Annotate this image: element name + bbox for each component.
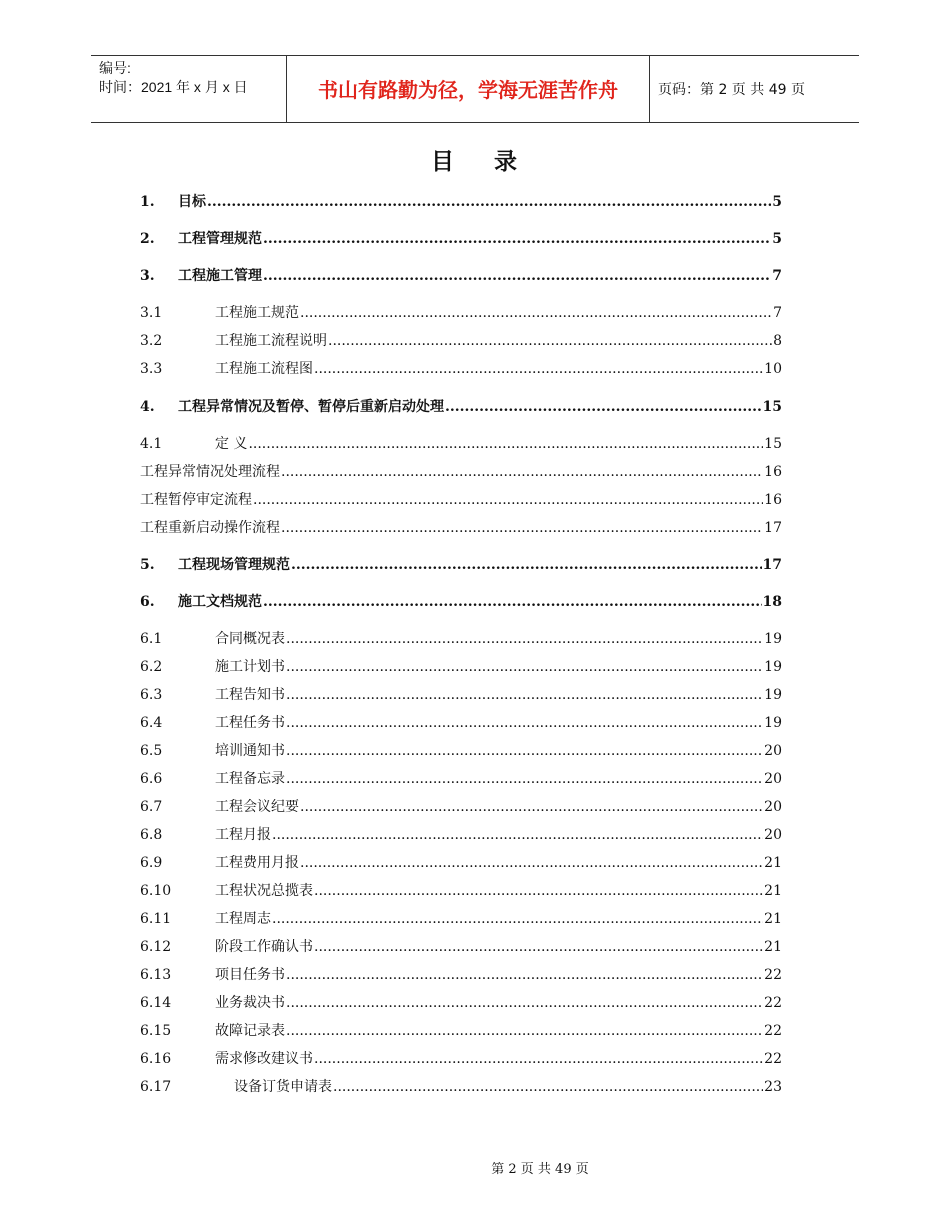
toc-entry-title: 阶段工作确认书 [215, 939, 313, 955]
toc-entry-title: 工程现场管理规范 [178, 557, 290, 573]
toc-entry-title: 需求修改建议书 [215, 1051, 313, 1067]
toc-dot-leader [328, 332, 772, 350]
toc-entry-title: 工程暂停审定流程 [140, 492, 252, 508]
toc-entry-title: 工程费用月报 [215, 855, 299, 871]
toc-entry[interactable] [140, 589, 782, 611]
toc-entry-number: 3. [140, 268, 155, 284]
toc-entry-page: 16 [764, 464, 782, 480]
toc-entry-title: 工程任务书 [215, 715, 285, 731]
toc-entry[interactable] [140, 328, 782, 350]
toc-entry[interactable] [140, 626, 782, 648]
toc-entry[interactable] [140, 356, 782, 378]
toc-entry-number: 6.4 [140, 715, 163, 731]
toc-entry[interactable] [140, 431, 782, 453]
toc-entry[interactable] [140, 990, 782, 1012]
toc-entry-page: 10 [764, 361, 782, 377]
toc-dot-leader [314, 938, 763, 956]
toc-entry-page: 21 [764, 939, 782, 955]
toc-entry[interactable] [140, 189, 782, 211]
toc-dot-leader [300, 798, 763, 816]
page-title [0, 143, 950, 176]
toc-entry-number: 3.2 [140, 333, 163, 349]
toc-entry[interactable] [140, 459, 782, 481]
toc-entry-title: 业务裁决书 [215, 995, 285, 1011]
title-char: 目 [431, 149, 456, 175]
toc-dot-leader [263, 593, 762, 611]
toc-entry-title: 目标 [178, 194, 206, 210]
toc-entry-number: 6.14 [140, 995, 172, 1011]
toc-dot-leader [207, 193, 771, 211]
toc-entry-page: 22 [764, 967, 782, 983]
toc-entry-title: 项目任务书 [215, 967, 285, 983]
toc-entry-title: 工程周志 [215, 911, 271, 927]
toc-dot-leader [272, 910, 763, 928]
toc-entry[interactable] [140, 1046, 782, 1068]
toc-entry-page: 19 [764, 631, 782, 647]
toc-entry-number: 6.11 [140, 911, 172, 927]
toc-entry-title: 合同概况表 [215, 631, 285, 647]
toc-entry-number: 6.10 [140, 883, 172, 899]
toc-dot-leader [286, 630, 763, 648]
toc-entry-title: 工程告知书 [215, 687, 285, 703]
toc-entry-page: 17 [764, 520, 782, 536]
toc-entry-page: 21 [764, 855, 782, 871]
footer-page-number: 第 2 页 共 49 页 [491, 1162, 589, 1177]
toc-entry-page: 20 [764, 771, 782, 787]
toc-entry-number: 6.2 [140, 659, 163, 675]
toc-entry-page: 23 [764, 1079, 782, 1095]
toc-entry-page: 8 [773, 333, 782, 349]
toc-entry-page: 21 [764, 911, 782, 927]
toc-dot-leader [286, 742, 763, 760]
toc-entry-page: 20 [764, 743, 782, 759]
toc-entry[interactable] [140, 794, 782, 816]
toc-dot-leader [314, 882, 763, 900]
toc-entry-page: 15 [762, 399, 782, 415]
toc-entry-page: 22 [764, 995, 782, 1011]
toc-entry[interactable] [140, 263, 782, 285]
toc-entry-title: 工程异常情况处理流程 [140, 464, 280, 480]
toc-entry-number: 6.6 [140, 771, 163, 787]
toc-entry-title: 工程会议纪要 [215, 799, 299, 815]
page-header [91, 55, 859, 123]
toc-dot-leader [286, 1022, 763, 1040]
toc-dot-leader [291, 556, 762, 574]
toc-entry-number: 6.17 [140, 1079, 172, 1095]
toc-entry[interactable] [140, 906, 782, 928]
toc-entry-title: 工程施工规范 [215, 305, 299, 321]
toc-entry-title: 定 义 [215, 436, 248, 452]
toc-entry-title: 培训通知书 [215, 743, 285, 759]
toc-entry[interactable] [140, 654, 782, 676]
toc-entry-page: 5 [772, 194, 782, 210]
toc-entry-number: 6. [140, 594, 155, 610]
toc-entry-title: 工程状况总揽表 [215, 883, 313, 899]
toc-dot-leader [314, 1050, 763, 1068]
toc-entry-title: 施工文档规范 [178, 594, 262, 610]
toc-entry-number: 6.1 [140, 631, 163, 647]
header-divider [649, 56, 650, 122]
toc-entry-number: 1. [140, 194, 155, 210]
toc-entry-title: 工程管理规范 [178, 231, 262, 247]
toc-entry[interactable] [140, 934, 782, 956]
header-motto: 书山有路勤为径，学海无涯苦作舟 [318, 78, 618, 102]
toc-entry-number: 3.3 [140, 361, 163, 377]
toc-entry-title: 工程备忘录 [215, 771, 285, 787]
toc-entry-page: 22 [764, 1023, 782, 1039]
toc-entry-number: 4.1 [140, 436, 163, 452]
page-footer [0, 1158, 950, 1177]
toc-dot-leader [286, 658, 763, 676]
toc-entry-page: 16 [764, 492, 782, 508]
toc-dot-leader [300, 854, 763, 872]
toc-entry-title: 工程施工管理 [178, 268, 262, 284]
header-page-code: 页码：第 2 页 共 49 页 [658, 82, 805, 98]
toc-entry-page: 22 [764, 1051, 782, 1067]
toc-entry[interactable] [140, 1074, 782, 1096]
toc-entry-page: 19 [764, 715, 782, 731]
toc-entry[interactable] [140, 487, 782, 509]
toc-entry-number: 6.5 [140, 743, 163, 759]
toc-entry[interactable] [140, 394, 782, 416]
toc-entry-page: 21 [764, 883, 782, 899]
header-meta [99, 59, 285, 97]
title-char: 录 [494, 149, 519, 175]
toc-entry-title: 工程重新启动操作流程 [140, 520, 280, 536]
toc-entry-number: 6.9 [140, 855, 163, 871]
toc-entry-title: 工程月报 [215, 827, 271, 843]
toc-entry[interactable] [140, 710, 782, 732]
toc-entry[interactable] [140, 552, 782, 574]
toc-entry-page: 15 [764, 436, 782, 452]
toc-dot-leader [272, 826, 763, 844]
toc-entry[interactable] [140, 738, 782, 760]
toc-entry-page: 7 [772, 268, 782, 284]
toc-entry-title: 故障记录表 [215, 1023, 285, 1039]
toc-entry[interactable] [140, 766, 782, 788]
toc-dot-leader [281, 519, 763, 537]
toc-dot-leader [248, 435, 763, 453]
toc-dot-leader [281, 463, 763, 481]
toc-entry[interactable] [140, 226, 782, 248]
toc-dot-leader [445, 398, 762, 416]
toc-entry-number: 6.8 [140, 827, 163, 843]
toc-dot-leader [263, 230, 771, 248]
toc-entry-page: 20 [764, 827, 782, 843]
toc-dot-leader [286, 994, 763, 1012]
serial-label: 编号: [99, 60, 131, 76]
toc-entry-title: 施工计划书 [215, 659, 285, 675]
toc-dot-leader [286, 686, 763, 704]
toc-entry[interactable] [140, 878, 782, 900]
toc-entry[interactable] [140, 822, 782, 844]
toc-entry-page: 20 [764, 799, 782, 815]
toc-dot-leader [314, 360, 763, 378]
toc-dot-leader [300, 304, 772, 322]
toc-entry[interactable] [140, 1018, 782, 1040]
time-label: 时间：2021 年 x 月 x 日 [99, 79, 248, 95]
toc-entry-number: 6.13 [140, 967, 172, 983]
toc-entry-page: 7 [773, 305, 782, 321]
toc-entry-page: 5 [772, 231, 782, 247]
toc-entry-number: 5. [140, 557, 155, 573]
toc-entry-title: 工程施工流程图 [215, 361, 313, 377]
toc-entry-number: 2. [140, 231, 155, 247]
toc-entry[interactable] [140, 515, 782, 537]
toc-entry-number: 6.12 [140, 939, 172, 955]
toc-entry[interactable] [140, 682, 782, 704]
toc-entry-page: 19 [764, 687, 782, 703]
toc-dot-leader [286, 714, 763, 732]
toc-entry-number: 6.7 [140, 799, 163, 815]
toc-entry-title: 设备订货申请表 [234, 1079, 332, 1095]
toc-entry-number: 4. [140, 399, 155, 415]
toc-dot-leader [253, 491, 763, 509]
toc-entry-number: 6.3 [140, 687, 163, 703]
toc-entry-page: 19 [764, 659, 782, 675]
toc-dot-leader [286, 770, 763, 788]
toc-entry[interactable] [140, 850, 782, 872]
toc-entry-title: 工程异常情况及暂停、暂停后重新启动处理 [178, 399, 444, 415]
toc-entry-page: 17 [762, 557, 782, 573]
toc-entry[interactable] [140, 962, 782, 984]
toc-entry-number: 3.1 [140, 305, 163, 321]
toc-dot-leader [333, 1078, 763, 1096]
toc-dot-leader [263, 267, 771, 285]
toc-entry[interactable] [140, 300, 782, 322]
toc-entry-title: 工程施工流程说明 [215, 333, 327, 349]
toc-entry-page: 18 [762, 594, 782, 610]
toc-entry-number: 6.16 [140, 1051, 172, 1067]
toc-dot-leader [286, 966, 763, 984]
toc-entry-number: 6.15 [140, 1023, 172, 1039]
